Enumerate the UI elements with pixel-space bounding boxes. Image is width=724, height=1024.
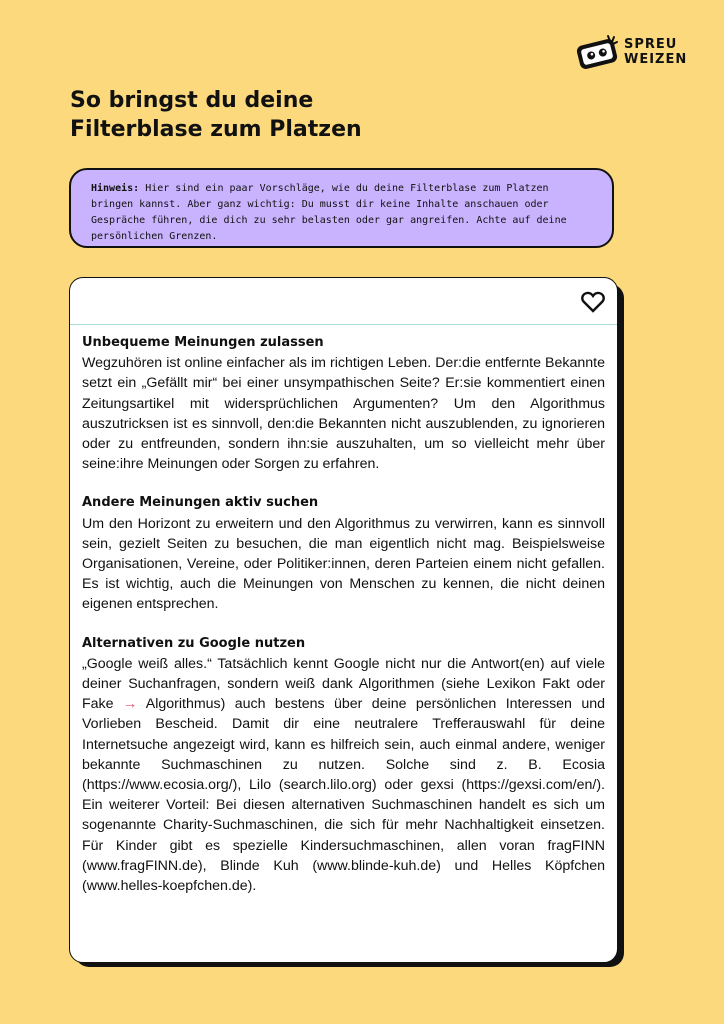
brand-logo xyxy=(574,28,694,76)
hint-text: Hier sind ein paar Vorschläge, wie du deine Filterblase zum Platzen bringen kannst. Aber ganz wichtig: Du musst dir keine Inhalte anschauen oder Gespräche führen, die dich zu sehr belasten oder gar angreifen. Achte auf deine persönlichen Grenzen. xyxy=(91,183,567,242)
logo-line-1: SPREU xyxy=(624,37,678,52)
section-heading: Andere Meinungen aktiv suchen xyxy=(82,495,319,511)
section-text: Wegzuhören ist online einfacher als im richtigen Leben. Der:die entfernte Bekannte setzt ein „Gefällt mir“ bei einer unsympathischen Seite? Er:sie kommentiert einen Zeitungsartikel mit widersprüchlichen Argumenten? Um den Algorithmus auszutricksen ist es sinnvoll, den:die Bekannten nicht auszublenden, zu ignorieren oder zu entfreunden, sondern ihn:sie auszuhalten, um so vielleicht mehr über seine:ihre Meinungen oder Sorgen zu erfahren. xyxy=(82,355,605,473)
section-text-part-a: „Google weiß alles.“ Tatsächlich kennt Google nicht nur die Antwort(en) auf viele deiner Suchanfragen, sondern weiß dank Algorithmen (siehe Lexikon Fakt oder Fake xyxy=(82,655,605,713)
card-header xyxy=(70,278,617,325)
section-uncomfortable-opinions xyxy=(82,333,605,474)
heart-outline-icon[interactable] xyxy=(581,291,605,313)
section-text: Um den Horizont zu erweitern und den Algorithmus zu verwirren, kann es sinnvoll sein, gezielt Seiten zu besuchen, die man eigentlich nicht mag. Beispielsweise Organisationen, Vereine, oder Politiker:innen, deren Parteien einem nicht gefallen. Es ist wichtig, auch die Meinungen von Menschen zu kennen, die nicht deinen eigenen entsprechen. xyxy=(82,515,605,613)
arrow-right-icon: → xyxy=(122,696,138,713)
section-text-part-b: Algorithmus) auch bestens über deine persönlichen Interessen und Vorlieben Bescheid. Damit dir eine neutralere Trefferauswahl für deine Internetsuche angezeigt wird, kann es hilfreich sein, auch einmal andere, weniger bekannte Suchmaschinen zu nutzen. Solche sind z. B. Ecosia (https://www.ecosia.org/), Lilo (search.lilo.org) oder gexsi (https://gexsi.com/en/). Ein weiterer Vorteil: Bei diesen alternativen Suchmaschinen handelt es sich um sogenannte Charity-Suchmaschinen, die sich für mehr Nachhaltigkeit einsetzen. Für Kinder gibt es spezielle Kindersuchmaschinen, allen voran fragFINN (www.fragFINN.de), Blinde Kuh (www.blinde-kuh.de) und Helles Köpfchen (www.helles-koepfchen.de). xyxy=(82,696,605,895)
logo-wordmark xyxy=(624,37,687,67)
section-heading: Alternativen zu Google nutzen xyxy=(82,635,306,651)
section-seek-opinions xyxy=(82,493,605,614)
card-body xyxy=(70,325,617,896)
page-title xyxy=(70,86,490,144)
section-google-alternatives xyxy=(82,634,605,897)
content-card xyxy=(69,277,618,963)
hint-box xyxy=(69,168,614,248)
title-line-1: So bringst du deine xyxy=(70,88,314,113)
eye-badge-icon xyxy=(574,32,620,72)
title-line-2: Filterblase zum Platzen xyxy=(70,117,362,142)
section-heading: Unbequeme Meinungen zulassen xyxy=(82,335,324,350)
hint-label: Hinweis: xyxy=(91,183,140,194)
section-text xyxy=(82,654,605,896)
logo-line-2: WEIZEN xyxy=(624,52,688,67)
